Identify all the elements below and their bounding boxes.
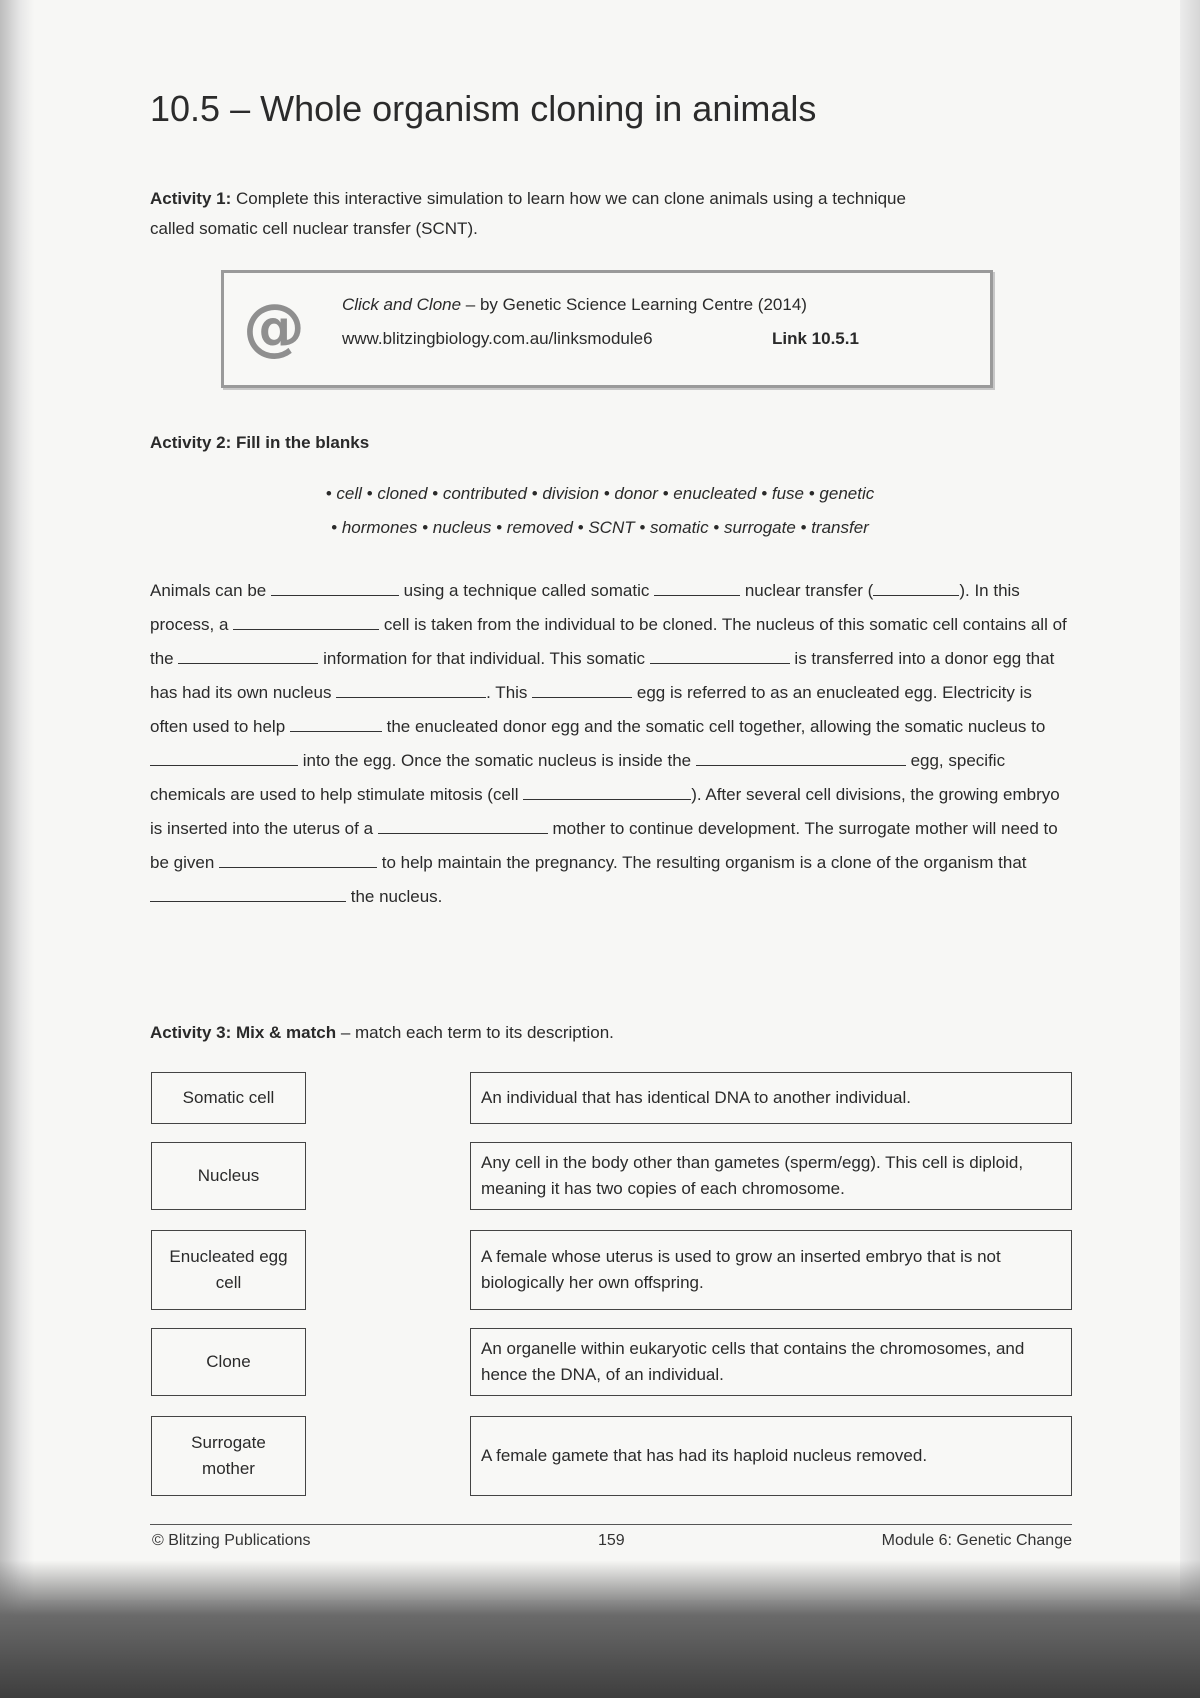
term-label: Enucleated egg cell [169, 1247, 288, 1292]
footer-module: Module 6: Genetic Change [881, 1532, 1072, 1549]
page-title: 10.5 – Whole organism cloning in animals [150, 88, 817, 129]
activity1-line2: called somatic cell nuclear transfer (SCNT). [150, 219, 478, 238]
text-segment: cell is taken from the individual to be cloned. The nucleus of this somatic cell contains all of the [150, 615, 1067, 668]
term-label: Surrogate mother [191, 1433, 266, 1478]
description-box-1[interactable] [470, 1072, 1072, 1124]
description-text: An individual that has identical DNA to another individual. [481, 1088, 911, 1107]
text-segment: mother to continue development. The surrogate mother will need to be given [150, 819, 1058, 872]
text-segment: nuclear transfer ( [740, 581, 874, 600]
blank-13[interactable] [378, 816, 548, 834]
blank-5[interactable] [178, 646, 318, 664]
text-segment: egg, specific chemicals are used to help stimulate mitosis (cell [150, 751, 1006, 804]
blank-10[interactable] [150, 748, 298, 766]
blank-3[interactable] [873, 578, 959, 596]
text-segment: is transferred into a donor egg that has had its own nucleus [150, 649, 1055, 702]
description-box-3[interactable] [470, 1230, 1072, 1310]
blank-2[interactable] [654, 578, 740, 596]
blank-4[interactable] [233, 612, 379, 630]
link-box[interactable] [221, 270, 993, 388]
link-title-rest: – by Genetic Science Learning Centre (2014) [461, 295, 807, 314]
activity3-label-bold: Activity 3: Mix & match [150, 1023, 337, 1042]
link-title [342, 295, 807, 315]
term-box-1[interactable] [151, 1072, 306, 1124]
footer-page-number: 159 [598, 1532, 625, 1549]
term-box-3[interactable] [151, 1230, 306, 1310]
page-bottom-shadow [0, 1560, 1200, 1698]
text-segment: information for that individual. This somatic [318, 649, 650, 668]
page-edge-shadow [1180, 0, 1200, 1600]
term-box-2[interactable] [151, 1142, 306, 1210]
description-box-5[interactable] [470, 1416, 1072, 1496]
text-segment: the nucleus. [346, 887, 443, 906]
blank-11[interactable] [696, 748, 906, 766]
activity1-text [150, 184, 1090, 244]
text-segment: using a technique called somatic [398, 581, 655, 600]
activity3-label [150, 1018, 614, 1048]
text-segment: ). After several cell divisions, the growing embryo is inserted into the uterus of a [150, 785, 1060, 838]
term-label: Nucleus [197, 1166, 260, 1185]
blank-9[interactable] [290, 714, 382, 732]
activity1-line1: Complete this interactive simulation to learn how we can clone animals using a technique [235, 189, 906, 208]
blank-6[interactable] [650, 646, 790, 664]
term-box-5[interactable] [151, 1416, 306, 1496]
text-segment: egg is referred to as an enucleated egg. Electricity is often used to help [150, 683, 1032, 736]
fill-in-paragraph [150, 574, 1070, 914]
text-segment: to help maintain the pregnancy. The resulting organism is a clone of the organism that [377, 853, 1027, 872]
at-icon: @ [243, 290, 305, 363]
footer-publisher: © Blitzing Publications [152, 1532, 311, 1549]
blank-8[interactable] [532, 680, 632, 698]
text-segment: . This [486, 683, 533, 702]
description-text: A female whose uterus is used to grow an inserted embryo that is not biologically her own offspring. [481, 1247, 1001, 1292]
link-url[interactable]: www.blitzingbiology.com.au/linksmodule6 [342, 329, 653, 348]
blank-15[interactable] [150, 884, 346, 902]
link-url-row [342, 329, 859, 349]
activity2-label: Activity 2: Fill in the blanks [150, 433, 370, 452]
blank-1[interactable] [271, 578, 399, 596]
blank-7[interactable] [336, 680, 486, 698]
text-segment: Animals can be [150, 581, 271, 600]
link-title-italic: Click and Clone [342, 295, 462, 314]
link-label: Link 10.5.1 [772, 329, 859, 348]
term-box-4[interactable] [151, 1328, 306, 1396]
description-box-2[interactable] [470, 1142, 1072, 1210]
text-segment: the enucleated donor egg and the somatic cell together, allowing the somatic nucleus to [381, 717, 1046, 736]
term-label: Somatic cell [182, 1088, 275, 1107]
activity3-label-rest: – match each term to its description. [336, 1023, 614, 1042]
description-box-4[interactable] [470, 1328, 1072, 1396]
page-spine-shadow [0, 0, 34, 1698]
blank-12[interactable] [523, 782, 691, 800]
activity1-label: Activity 1: [150, 189, 232, 208]
blank-14[interactable] [219, 850, 377, 868]
word-bank-line1: • cell • cloned • contributed • division • donor • enucleated • fuse • genetic [325, 484, 875, 503]
description-text: Any cell in the body other than gametes (sperm/egg). This cell is diploid, meaning it has two copies of each chromosome. [481, 1153, 1024, 1198]
word-bank-line2: • hormones • nucleus • removed • SCNT • somatic • surrogate • transfer [331, 518, 869, 537]
text-segment: into the egg. Once the somatic nucleus is inside the [298, 751, 696, 770]
text-segment: ). In this process, a [150, 581, 1020, 634]
footer-divider [150, 1524, 1072, 1525]
description-text: An organelle within eukaryotic cells that contains the chromosomes, and hence the DNA, of an individual. [481, 1339, 1025, 1384]
description-text: A female gamete that has had its haploid nucleus removed. [481, 1446, 928, 1465]
term-label: Clone [206, 1352, 251, 1371]
